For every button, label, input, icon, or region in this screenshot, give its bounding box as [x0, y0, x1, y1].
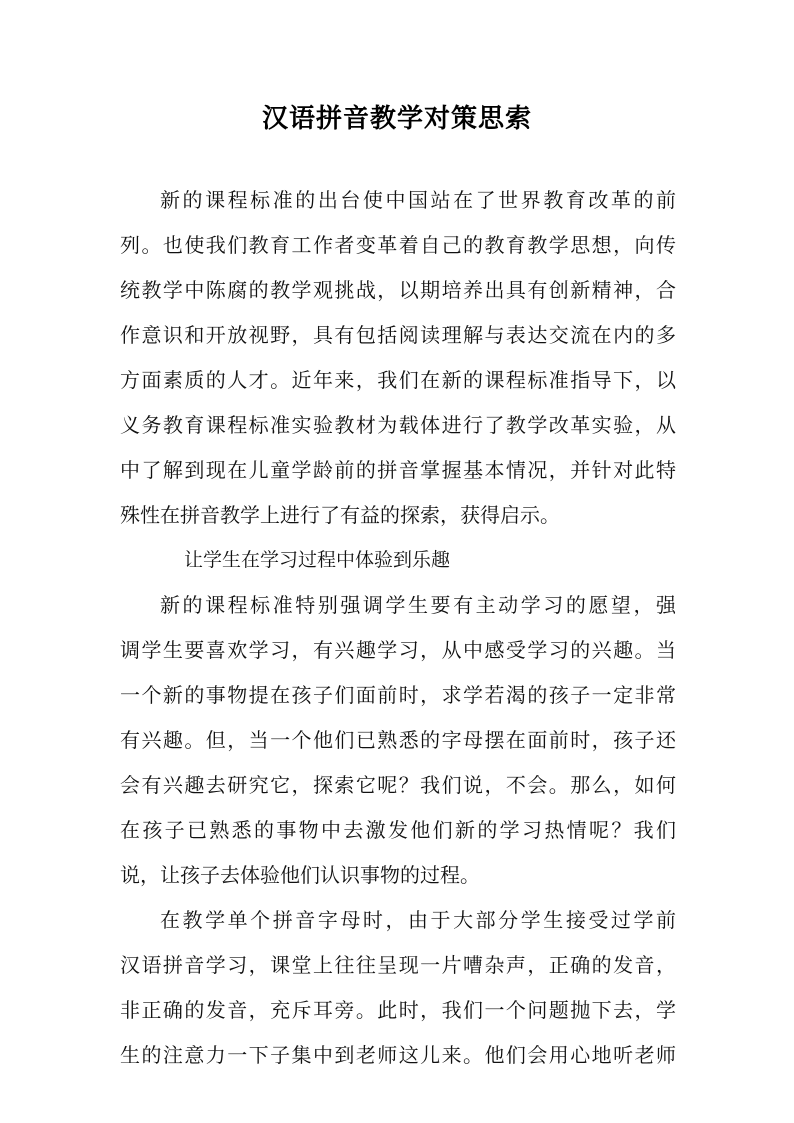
- paragraph-line: 汉语拼音学习，课堂上往往呈现一片嘈杂声，正确的发音，: [120, 953, 676, 977]
- paragraph-line: 列。也使我们教育工作者变革着自己的教育教学思想，向传: [120, 233, 676, 257]
- paragraph-line: 中了解到现在儿童学龄前的拼音掌握基本情况，并针对此特: [120, 458, 676, 482]
- paragraph-line: 殊性在拼音教学上进行了有益的探索，获得启示。: [120, 503, 560, 527]
- paragraph-line: 新的课程标准特别强调学生要有主动学习的愿望，强: [160, 593, 676, 617]
- paragraph-line: 作意识和开放视野，具有包括阅读理解与表达交流在内的多: [120, 323, 676, 347]
- paragraph-line: 调学生要喜欢学习，有兴趣学习，从中感受学习的兴趣。当: [120, 638, 676, 662]
- paragraph-line: 说，让孩子去体验他们认识事物的过程。: [120, 863, 480, 887]
- paragraph-line: 一个新的事物提在孩子们面前时，求学若渴的孩子一定非常: [120, 683, 676, 707]
- paragraph-line: 统教学中陈腐的教学观挑战，以期培养出具有创新精神，合: [120, 278, 676, 302]
- paragraph-line: 方面素质的人才。近年来，我们在新的课程标准指导下，以: [120, 368, 676, 392]
- document-title: 汉语拼音教学对策思索: [261, 104, 532, 134]
- paragraph-line: 义务教育课程标准实验教材为载体进行了教学改革实验，从: [120, 413, 676, 437]
- paragraph-line: 非正确的发音，充斥耳旁。此时，我们一个问题抛下去，学: [120, 998, 676, 1022]
- paragraph-line: 在孩子已熟悉的事物中去激发他们新的学习热情呢？我们: [120, 818, 676, 842]
- section-heading: 让学生在学习过程中体验到乐趣: [184, 549, 451, 571]
- paragraph-line: 新的课程标准的出台使中国站在了世界教育改革的前: [160, 188, 676, 212]
- paragraph-line: 有兴趣。但，当一个他们已熟悉的字母摆在面前时，孩子还: [120, 728, 676, 752]
- paragraph-line: 在教学单个拼音字母时，由于大部分学生接受过学前: [160, 908, 676, 932]
- paragraph-line: 会有兴趣去研究它，探索它呢？我们说，不会。那么，如何: [120, 773, 676, 797]
- paragraph-line: 生的注意力一下子集中到老师这儿来。他们会用心地听老师: [120, 1043, 676, 1067]
